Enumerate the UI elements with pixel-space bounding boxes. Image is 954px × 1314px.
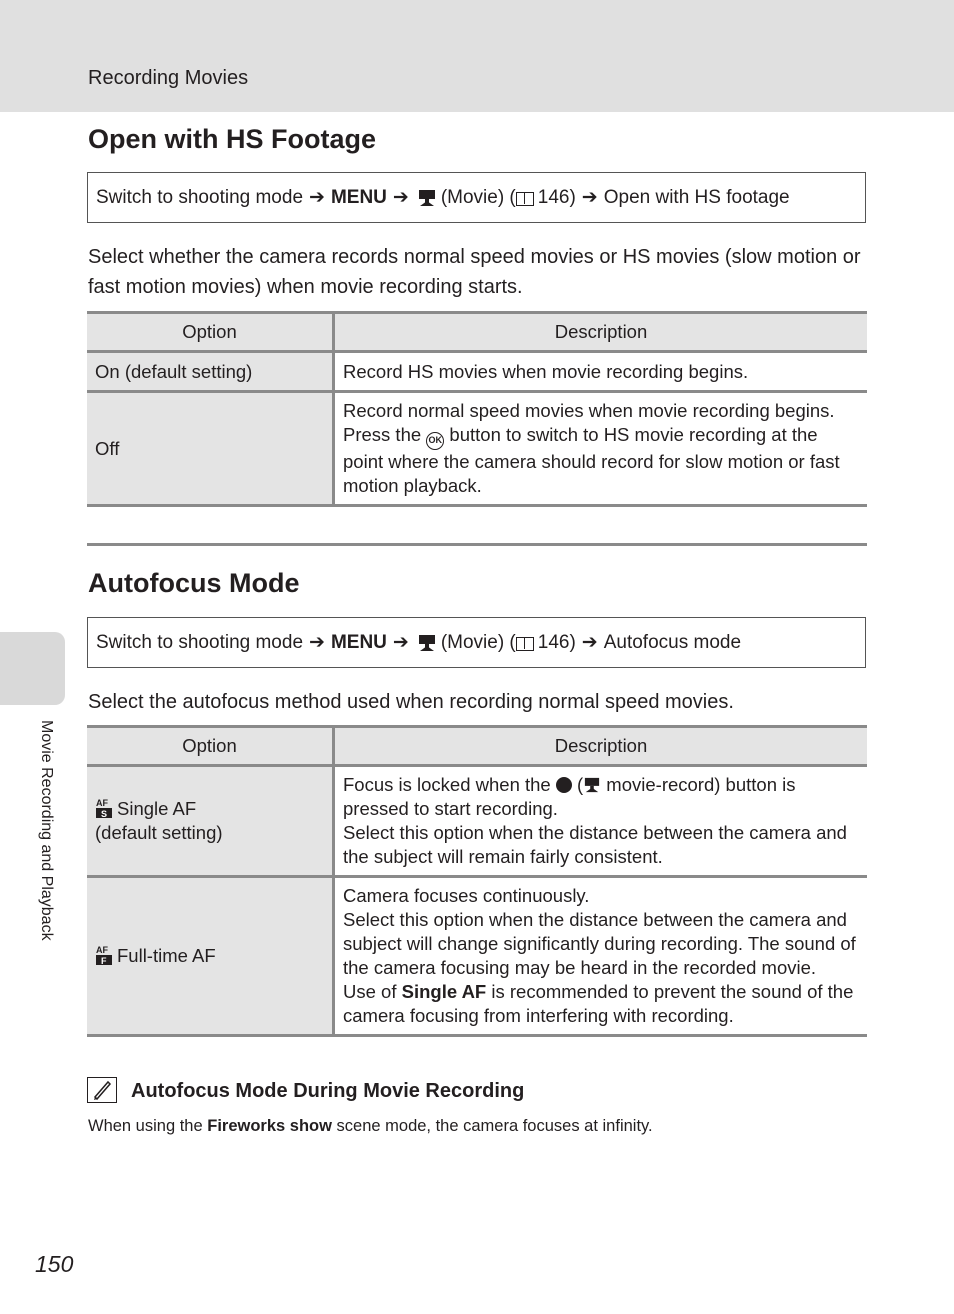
svg-text:AF: AF: [96, 798, 108, 808]
table-autofocus: [87, 725, 867, 1037]
menu-button-icon: MENU: [330, 631, 387, 653]
description-text: Use of: [343, 981, 402, 1002]
note-text-part: scene mode, the camera focuses at infinity.: [331, 1117, 653, 1135]
menu-button-icon: MENU: [330, 186, 387, 208]
option-sublabel: (default setting): [95, 822, 223, 843]
note-text: [88, 1117, 653, 1136]
arrow-icon: ➔: [581, 187, 598, 208]
movie-icon: [417, 634, 437, 652]
table-row: [87, 766, 867, 877]
description-text: button to switch to HS movie recording at the point where the camera should record for slow motion or fast motion playback.: [343, 424, 840, 496]
book-reference-icon: [516, 192, 534, 206]
arrow-icon: ➔: [392, 187, 409, 208]
description-cell: Focus is locked when the ( movie-record) button is pressed to start recording. Select this option when the distance between the camera and the subject will remain fairly consistent.: [334, 766, 868, 877]
svg-text:S: S: [101, 809, 108, 819]
path-start: Switch to shooting mode: [96, 186, 304, 208]
description-text: Record normal speed movies when movie recording begins. Press the: [343, 400, 835, 445]
note-bold-term: Fireworks show: [207, 1117, 332, 1135]
note-text-part: When using the: [88, 1117, 208, 1135]
single-af-icon: [95, 797, 113, 819]
description-bold: Single AF: [401, 981, 487, 1002]
record-button-icon: [556, 777, 572, 793]
arrow-icon: ➔: [309, 632, 325, 653]
arrow-icon: ➔: [309, 187, 325, 208]
intro-autofocus: Select the autofocus method used when recording normal speed movies.: [88, 691, 734, 713]
svg-text:AF: AF: [96, 945, 108, 955]
side-tab: [0, 632, 65, 705]
path-movie: (Movie) (: [440, 186, 516, 208]
description-text: Select this option when the distance between the camera and the subject will remain fairly consistent.: [343, 822, 847, 867]
path-start: Switch to shooting mode: [96, 631, 304, 653]
table-header-row: [87, 313, 867, 352]
intro-hs-footage: Select whether the camera records normal speed movies or HS movies (slow motion or fast motion movies) when movie recording starts.: [88, 246, 861, 298]
table-row: [87, 352, 867, 392]
movie-icon: [583, 777, 601, 793]
section-title-autofocus: Autofocus Mode: [88, 568, 300, 598]
section-divider: [87, 543, 867, 546]
arrow-icon: ➔: [581, 632, 598, 653]
path-page-ref: 146): [537, 186, 576, 208]
table-row: [87, 877, 867, 1036]
pencil-icon: [88, 1078, 115, 1101]
path-end: Autofocus mode: [603, 631, 742, 653]
note-pencil-icon: [87, 1077, 117, 1103]
side-tab-label: Movie Recording and Playback: [38, 720, 55, 941]
ok-button-icon: OK: [426, 432, 444, 450]
description-cell: [334, 392, 868, 506]
path-end: Open with HS footage: [603, 186, 790, 208]
menu-path-autofocus: [87, 617, 866, 668]
option-label: Full-time AF: [117, 945, 216, 966]
svg-text:F: F: [101, 956, 107, 966]
table-hs-footage: [87, 311, 867, 507]
column-header-description: Description: [334, 313, 868, 352]
full-time-af-icon: [95, 944, 113, 966]
description-text: Select this option when the distance between the camera and subject will change significantly during recording. The sound of the camera focusing may be heard in the recorded movie.: [343, 909, 856, 978]
movie-icon: [417, 189, 437, 207]
option-cell: [87, 877, 334, 1036]
menu-path-hs-footage: [87, 172, 866, 223]
column-header-option: Option: [87, 313, 334, 352]
table-header-row: [87, 727, 867, 766]
description-text: movie-record) button is pressed to start recording.: [343, 774, 796, 819]
option-label: Single AF: [117, 798, 197, 819]
path-movie: (Movie) (: [440, 631, 516, 653]
section-title-hs-footage: Open with HS Footage: [88, 124, 376, 154]
option-cell: On (default setting): [87, 352, 334, 392]
description-text: Camera focuses continuously.: [343, 885, 590, 906]
table-row: [87, 392, 867, 506]
description-text: is recommended to prevent the sound of the camera focusing from interfering with recording.: [343, 981, 854, 1026]
option-cell: Off: [87, 392, 334, 506]
running-header: Recording Movies: [88, 67, 249, 89]
path-page-ref: 146): [537, 631, 576, 653]
description-text: Focus is locked when the: [343, 774, 556, 795]
column-header-description: Description: [334, 727, 868, 766]
option-cell: [87, 766, 334, 877]
description-cell: Record HS movies when movie recording begins.: [334, 352, 868, 392]
page-number: 150: [35, 1251, 74, 1277]
book-reference-icon: [516, 637, 534, 651]
arrow-icon: ➔: [392, 632, 409, 653]
column-header-option: Option: [87, 727, 334, 766]
note-title: Autofocus Mode During Movie Recording: [131, 1080, 525, 1102]
description-cell: [334, 877, 868, 1036]
header-band: [0, 0, 954, 112]
